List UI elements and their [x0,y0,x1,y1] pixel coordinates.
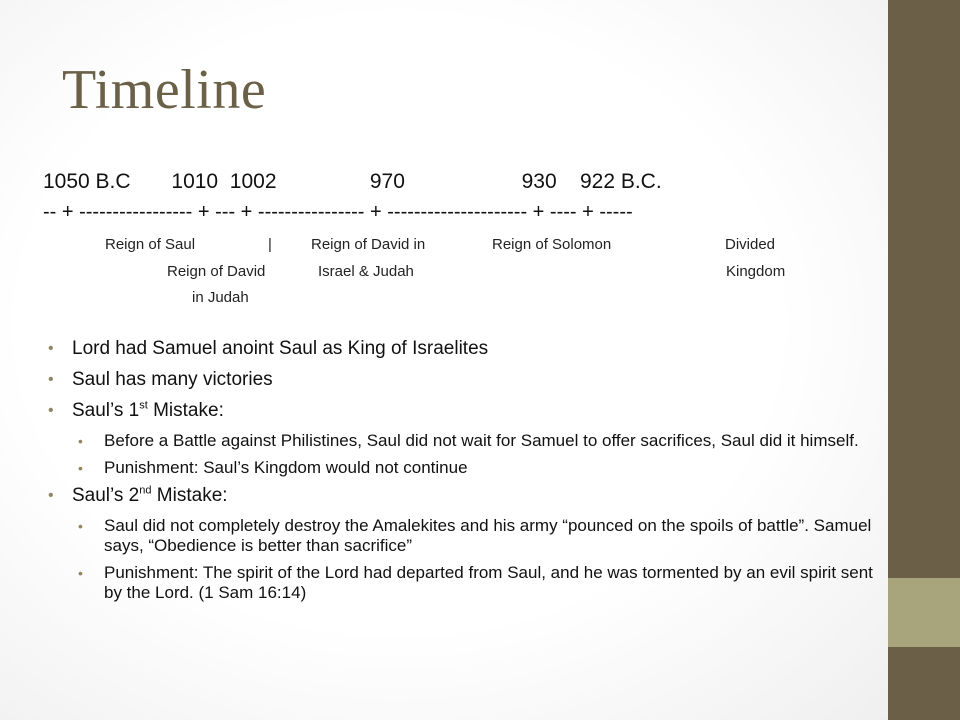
sub-bullet-philistines [48,431,878,451]
timeline-dashes: -- + ----------------- + --- + ---------------- + --------------------- + ---- + ----- [43,201,633,223]
first-mistake-sup: st [139,399,148,412]
first-mistake-prefix: Saul’s 1 [72,400,140,421]
label-reign-david-judah-line1: Reign of David [167,263,266,280]
sub-bullet-punishment-2 [48,563,878,603]
bullet-anoint-text: Lord had Samuel anoint Saul as King of Israelites [72,338,489,359]
sidebar-dark-band [888,0,960,578]
bullet-victories-text: Saul has many victories [72,369,273,390]
second-mistake-suffix: Mistake: [151,485,228,506]
bullet-second-mistake [48,485,878,507]
sub-bullet-amalekites [48,516,878,556]
label-reign-david-judah-line2: in Judah [192,289,249,306]
sub-bullet-punishment-1 [48,458,878,478]
sidebar-bottom-band [888,647,960,720]
label-reign-david-israel-line1: Reign of David in [311,236,426,253]
sub-bullet-punishment-2-text: Punishment: The spirit of the Lord had departed from Saul, and he was tormented by an evil spirit sent by the Lord. (1 Sam 16:14) [104,563,873,602]
second-mistake-sup: nd [139,484,152,497]
bullet-first-mistake [48,400,878,422]
timeline-years: 1050 B.C 1010 1002 970 930 922 B.C. [43,170,662,193]
sub-bullet-punishment-1-text: Punishment: Saul’s Kingdom would not continue [104,458,468,477]
sub-bullet-philistines-text: Before a Battle against Philistines, Saul did not wait for Samuel to offer sacrifices, Saul did it himself. [104,431,859,450]
label-reign-david-israel-line2: Israel & Judah [318,263,414,280]
bullet-anoint [48,338,878,360]
sidebar-light-band [888,578,960,647]
label-separator: | [268,236,272,253]
second-mistake-prefix: Saul’s 2 [72,485,140,506]
bullet-victories [48,369,878,391]
first-mistake-suffix: Mistake: [147,400,224,421]
slide-title: Timeline [62,59,267,121]
label-divided-line1: Divided [725,236,776,253]
bullet-list [48,338,878,610]
label-reign-saul: Reign of Saul [105,236,196,253]
sub-bullet-amalekites-text: Saul did not completely destroy the Amalekites and his army “pounced on the spoils of battle”. Samuel says, “Obedience is better than sacrifice” [104,516,872,555]
label-reign-solomon: Reign of Solomon [492,236,612,253]
label-divided-line2: Kingdom [726,263,786,280]
